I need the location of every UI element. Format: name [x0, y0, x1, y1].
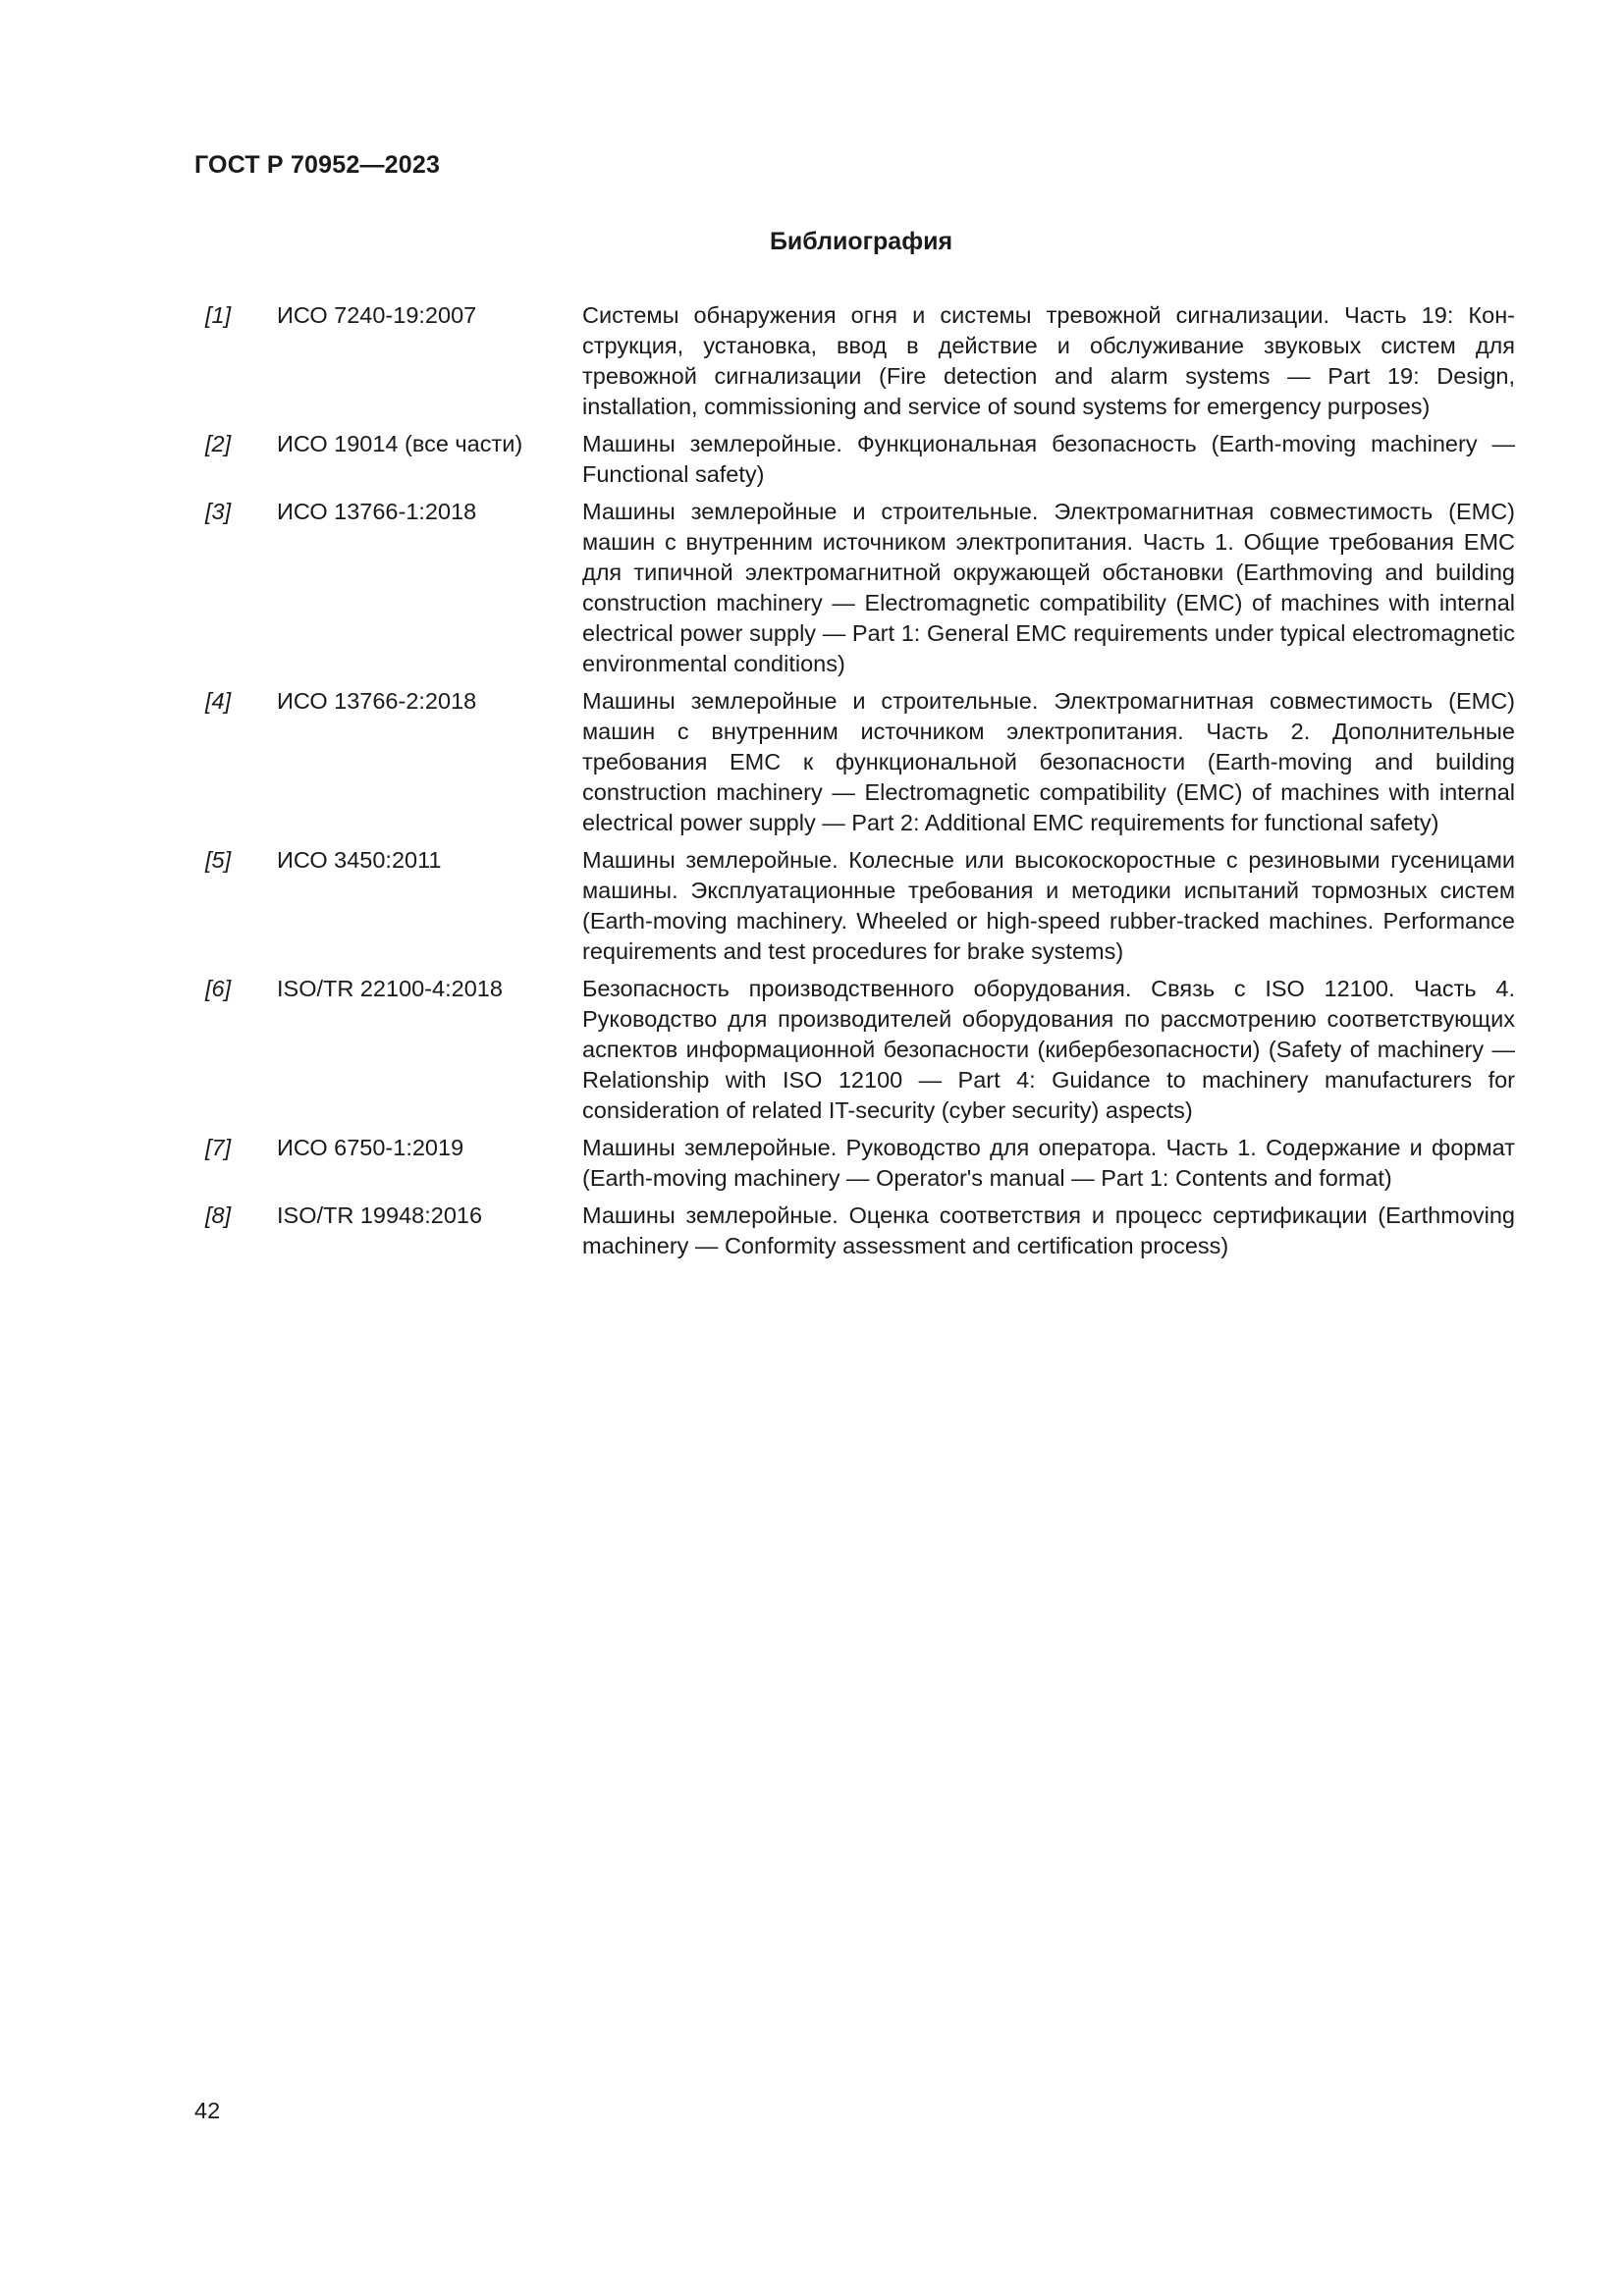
- entry-number: [7]: [205, 1135, 232, 1160]
- entry-standard-code: ISO/TR 19948:2016: [277, 1202, 483, 1228]
- entry-standard-code: ИСО 19014 (все части): [277, 431, 523, 456]
- bibliography-entry: [194, 686, 1515, 838]
- entry-title: Безопасность производственного оборудования. Связь с ISO 12100. Часть 4. Руководство для производителей оборудования по рассмотрению соответствующих аспектов информационной безопасности (кибербезопасности) (Safety of machinery — Relationship with ISO 12100 — Part 4: Guidance to machinery manufacturers for consideration of related IT-security (cyber security) aspects): [582, 976, 1515, 1123]
- entry-title: Машины землеройные. Руководство для оператора. Часть 1. Содержание и формат (Earth-moving machinery — Operator's manual — Part 1: Contents and format): [582, 1135, 1515, 1191]
- entry-standard-code: ИСО 13766-1:2018: [277, 499, 477, 524]
- entry-standard-code: ISO/TR 22100-4:2018: [277, 976, 503, 1001]
- entry-number: [5]: [205, 847, 232, 873]
- bibliography-list: [194, 300, 1515, 1268]
- entry-title: Машины землеройные. Функциональная безопасность (Earth-moving machinery — Functional safety): [582, 431, 1515, 487]
- entry-number: [4]: [205, 688, 232, 714]
- bibliography-entry: [194, 845, 1515, 967]
- entry-number: [1]: [205, 302, 232, 328]
- entry-standard-code: ИСО 13766-2:2018: [277, 688, 477, 714]
- entry-number: [3]: [205, 499, 232, 524]
- entry-standard-code: ИСО 7240-19:2007: [277, 302, 477, 328]
- bibliography-entry: [194, 974, 1515, 1126]
- document-code: ГОСТ Р 70952—2023: [194, 151, 441, 179]
- entry-title: Системы обнаружения огня и системы тревожной сигнализации. Часть 19: Конструкция, установка, ввод в действие и обслуживание звуковых систем для тревожной сигнализации (Fire detection and alarm systems — Part 19: Design, installation, commissioning and service of sound systems for emergency purposes): [582, 302, 1515, 419]
- page-number: 42: [194, 2098, 221, 2123]
- bibliography-entry: [194, 429, 1515, 490]
- entry-number: [6]: [205, 976, 232, 1001]
- bibliography-entry: [194, 497, 1515, 679]
- entry-standard-code: ИСО 6750-1:2019: [277, 1135, 464, 1160]
- bibliography-entry: [194, 1133, 1515, 1194]
- entry-standard-code: ИСО 3450:2011: [277, 847, 442, 873]
- bibliography-entry: [194, 300, 1515, 422]
- entry-title: Машины землеройные. Оценка соответствия и процесс сертификации (Earthmoving machinery — Conformity assessment and certification process): [582, 1202, 1515, 1258]
- entry-number: [2]: [205, 431, 232, 456]
- section-title: Библиография: [769, 228, 953, 255]
- entry-title: Машины землеройные и строительные. Электромагнитная совместимость (ЕМС) машин с внутренним источником электропитания. Часть 2. Дополнительные требования ЕМС к функциональной безопасности (Earth-moving and building construction machinery — Electromagnetic compatibility (EMC) of machines with internal electrical power supply — Part 2: Additional EMC requirements for functional safety): [582, 688, 1515, 835]
- entry-number: [8]: [205, 1202, 232, 1228]
- entry-title: Машины землеройные и строительные. Электромагнитная совместимость (ЕМС) машин с внутренним источником электропитания. Часть 1. Общие требования ЕМС для типичной электромагнитной окружающей обстановки (Earthmoving and building construction machinery — Electromagnetic compatibility (EMC) of machines with internal electrical power supply — Part 1: General EMC requirements under typical electromagnetic environmental conditions): [582, 499, 1515, 676]
- bibliography-entry: [194, 1201, 1515, 1261]
- entry-title: Машины землеройные. Колесные или высокоскоростные с резиновыми гусеницами машины. Эксплуатационные требования и методики испытаний тормозных систем (Earth-moving machinery. Wheeled or high-speed rubber-tracked machines. Performance requirements and test procedures for brake systems): [582, 847, 1515, 964]
